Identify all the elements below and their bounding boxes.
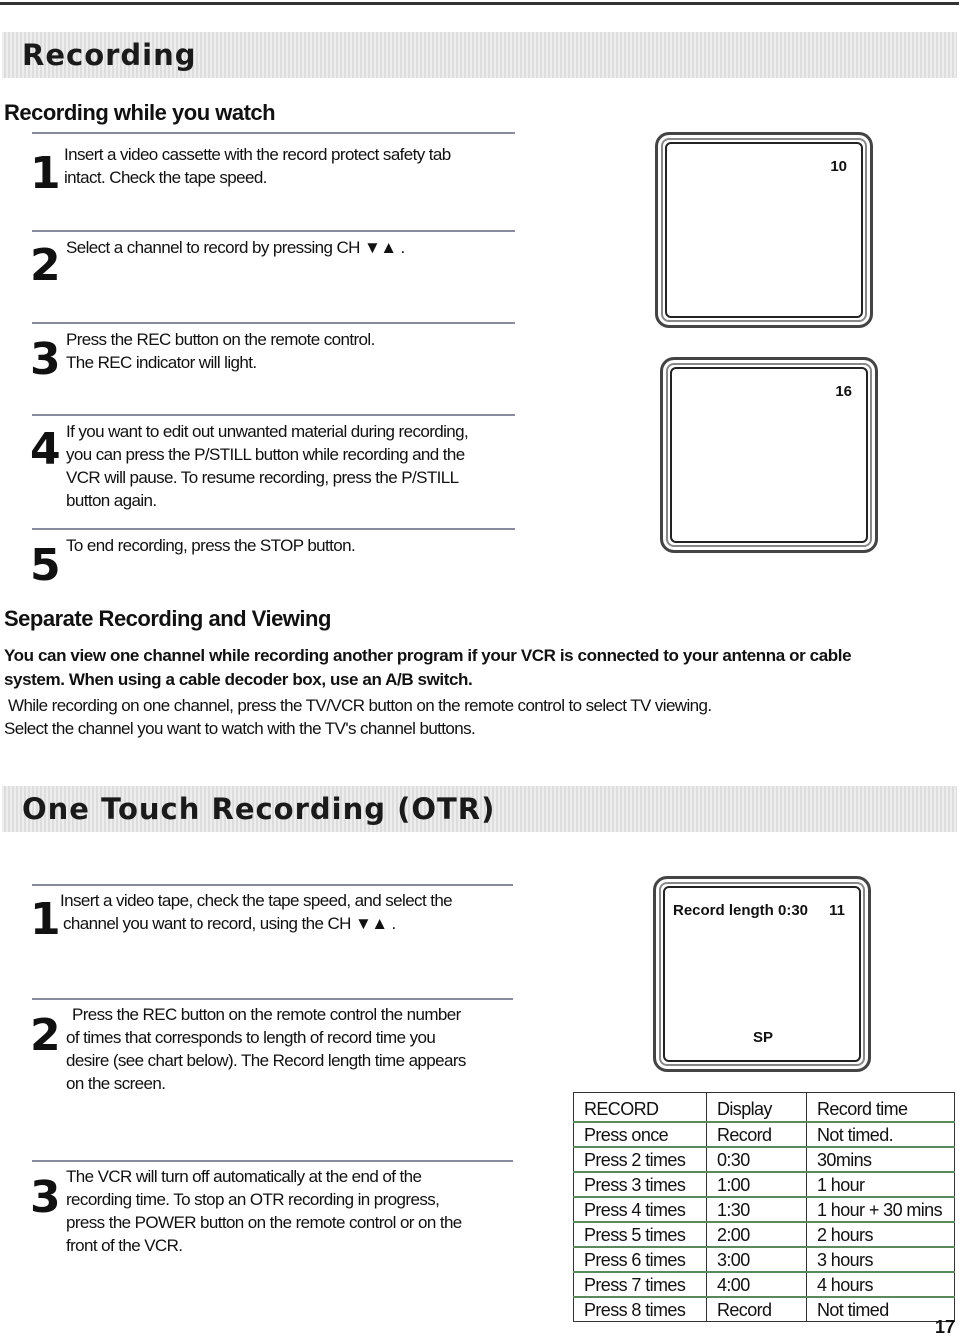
table-header-row xyxy=(574,1093,955,1123)
table-cell: Record xyxy=(707,1122,807,1147)
table-cell: 30mins xyxy=(807,1147,955,1172)
step-text: To end recording, press the STOP button. xyxy=(66,536,356,555)
tape-speed-indicator: SP xyxy=(753,1029,774,1046)
table-cell: Not timed xyxy=(807,1297,955,1322)
step-divider xyxy=(32,230,515,232)
channel-indicator: 11 xyxy=(829,902,845,919)
step-divider xyxy=(32,322,515,324)
table-cell: 0:30 xyxy=(707,1147,807,1172)
step-number: 3 xyxy=(30,1172,61,1223)
table-header-cell: Display xyxy=(707,1093,807,1123)
table-row xyxy=(574,1272,955,1297)
step-divider xyxy=(32,998,513,1000)
table-cell: 4 hours xyxy=(807,1272,955,1297)
otr-record-table xyxy=(573,1092,955,1322)
step-divider xyxy=(32,1160,513,1162)
table-cell: Record xyxy=(707,1297,807,1322)
step-divider xyxy=(32,528,515,530)
step-text: Press the REC button on the remote control. The REC indicator will light. xyxy=(66,330,375,372)
table-cell: 1:00 xyxy=(707,1172,807,1197)
step-number: 5 xyxy=(30,540,61,591)
tv-display xyxy=(665,142,863,318)
table-cell: 2 hours xyxy=(807,1222,955,1247)
table-header-cell: RECORD xyxy=(574,1093,707,1123)
step-text: Insert a video cassette with the record protect safety tab intact. Check the tape speed. xyxy=(64,145,451,187)
table-row xyxy=(574,1122,955,1147)
section-banner-otr xyxy=(2,786,957,832)
step-number: 2 xyxy=(30,1010,61,1061)
tv-screen-illustration xyxy=(653,876,871,1072)
section-title: One Touch Recording (OTR) xyxy=(22,792,496,826)
table-cell: 1 hour xyxy=(807,1172,955,1197)
tv-screen-illustration xyxy=(660,357,878,553)
table-cell: Press 7 times xyxy=(574,1272,707,1297)
step-text: Insert a video tape, check the tape speed, and select the channel you want to record, using the CH ▼▲ . xyxy=(60,891,453,933)
table-row xyxy=(574,1172,955,1197)
step-text: Select a channel to record by pressing CH ▼▲ . xyxy=(66,238,405,257)
table-row xyxy=(574,1197,955,1222)
step-number: 1 xyxy=(30,148,61,199)
separate-body: While recording on one channel, press the TV/VCR button on the remote control to select TV viewing. Select the channel you want to watch with the TV's channel buttons. xyxy=(4,696,712,738)
table-cell: 1 hour + 30 mins xyxy=(807,1197,955,1222)
top-rule xyxy=(0,2,959,5)
table-cell: Press once xyxy=(574,1122,707,1147)
table-cell: 3 hours xyxy=(807,1247,955,1272)
table-row xyxy=(574,1222,955,1247)
table-header-cell: Record time xyxy=(807,1093,955,1123)
table-cell: Press 6 times xyxy=(574,1247,707,1272)
step-divider xyxy=(32,414,515,416)
sub-heading-separate-recording: Separate Recording and Viewing xyxy=(4,606,331,631)
step-number: 2 xyxy=(30,240,61,291)
page-number: 17 xyxy=(934,1317,955,1337)
table-cell: 2:00 xyxy=(707,1222,807,1247)
table-cell: Press 2 times xyxy=(574,1147,707,1172)
channel-indicator: 10 xyxy=(830,158,847,175)
section-banner-recording xyxy=(2,32,957,78)
table-cell: 3:00 xyxy=(707,1247,807,1272)
table-row xyxy=(574,1297,955,1322)
section-title: Recording xyxy=(22,38,197,72)
step-divider xyxy=(32,884,513,886)
table-row xyxy=(574,1247,955,1272)
channel-indicator: 16 xyxy=(835,383,852,400)
tv-screen-illustration xyxy=(655,132,873,328)
table-cell: Not timed. xyxy=(807,1122,955,1147)
separate-intro: You can view one channel while recording another program if your VCR is connected to your antenna or cable system. When using a cable decoder box, use an A/B switch. xyxy=(4,646,852,689)
record-length-indicator: Record length 0:30 xyxy=(673,902,809,919)
table-cell: Press 4 times xyxy=(574,1197,707,1222)
step-number: 1 xyxy=(30,894,61,945)
tv-display xyxy=(670,367,868,543)
step-divider xyxy=(32,132,515,134)
step-text: Press the REC button on the remote control the number of times that corresponds to length of record time you desire (see chart below). The Record length time appears on the screen. xyxy=(66,1005,466,1093)
table-row xyxy=(574,1147,955,1172)
sub-heading-recording-while-watch: Recording while you watch xyxy=(4,100,276,125)
table-cell: Press 8 times xyxy=(574,1297,707,1322)
step-number: 4 xyxy=(30,424,61,475)
table-cell: 4:00 xyxy=(707,1272,807,1297)
table-cell: 1:30 xyxy=(707,1197,807,1222)
table-cell: Press 3 times xyxy=(574,1172,707,1197)
step-number: 3 xyxy=(30,334,61,385)
step-text: If you want to edit out unwanted material during recording, you can press the P/STILL button while recording and the VCR will pause. To resume recording, press the P/STILL button again. xyxy=(66,422,469,510)
table-cell: Press 5 times xyxy=(574,1222,707,1247)
tv-display xyxy=(663,886,861,1062)
step-text: The VCR will turn off automatically at the end of the recording time. To stop an OTR recording in progress, press the POWER button on the remote control or on the front of the VCR. xyxy=(66,1167,462,1255)
